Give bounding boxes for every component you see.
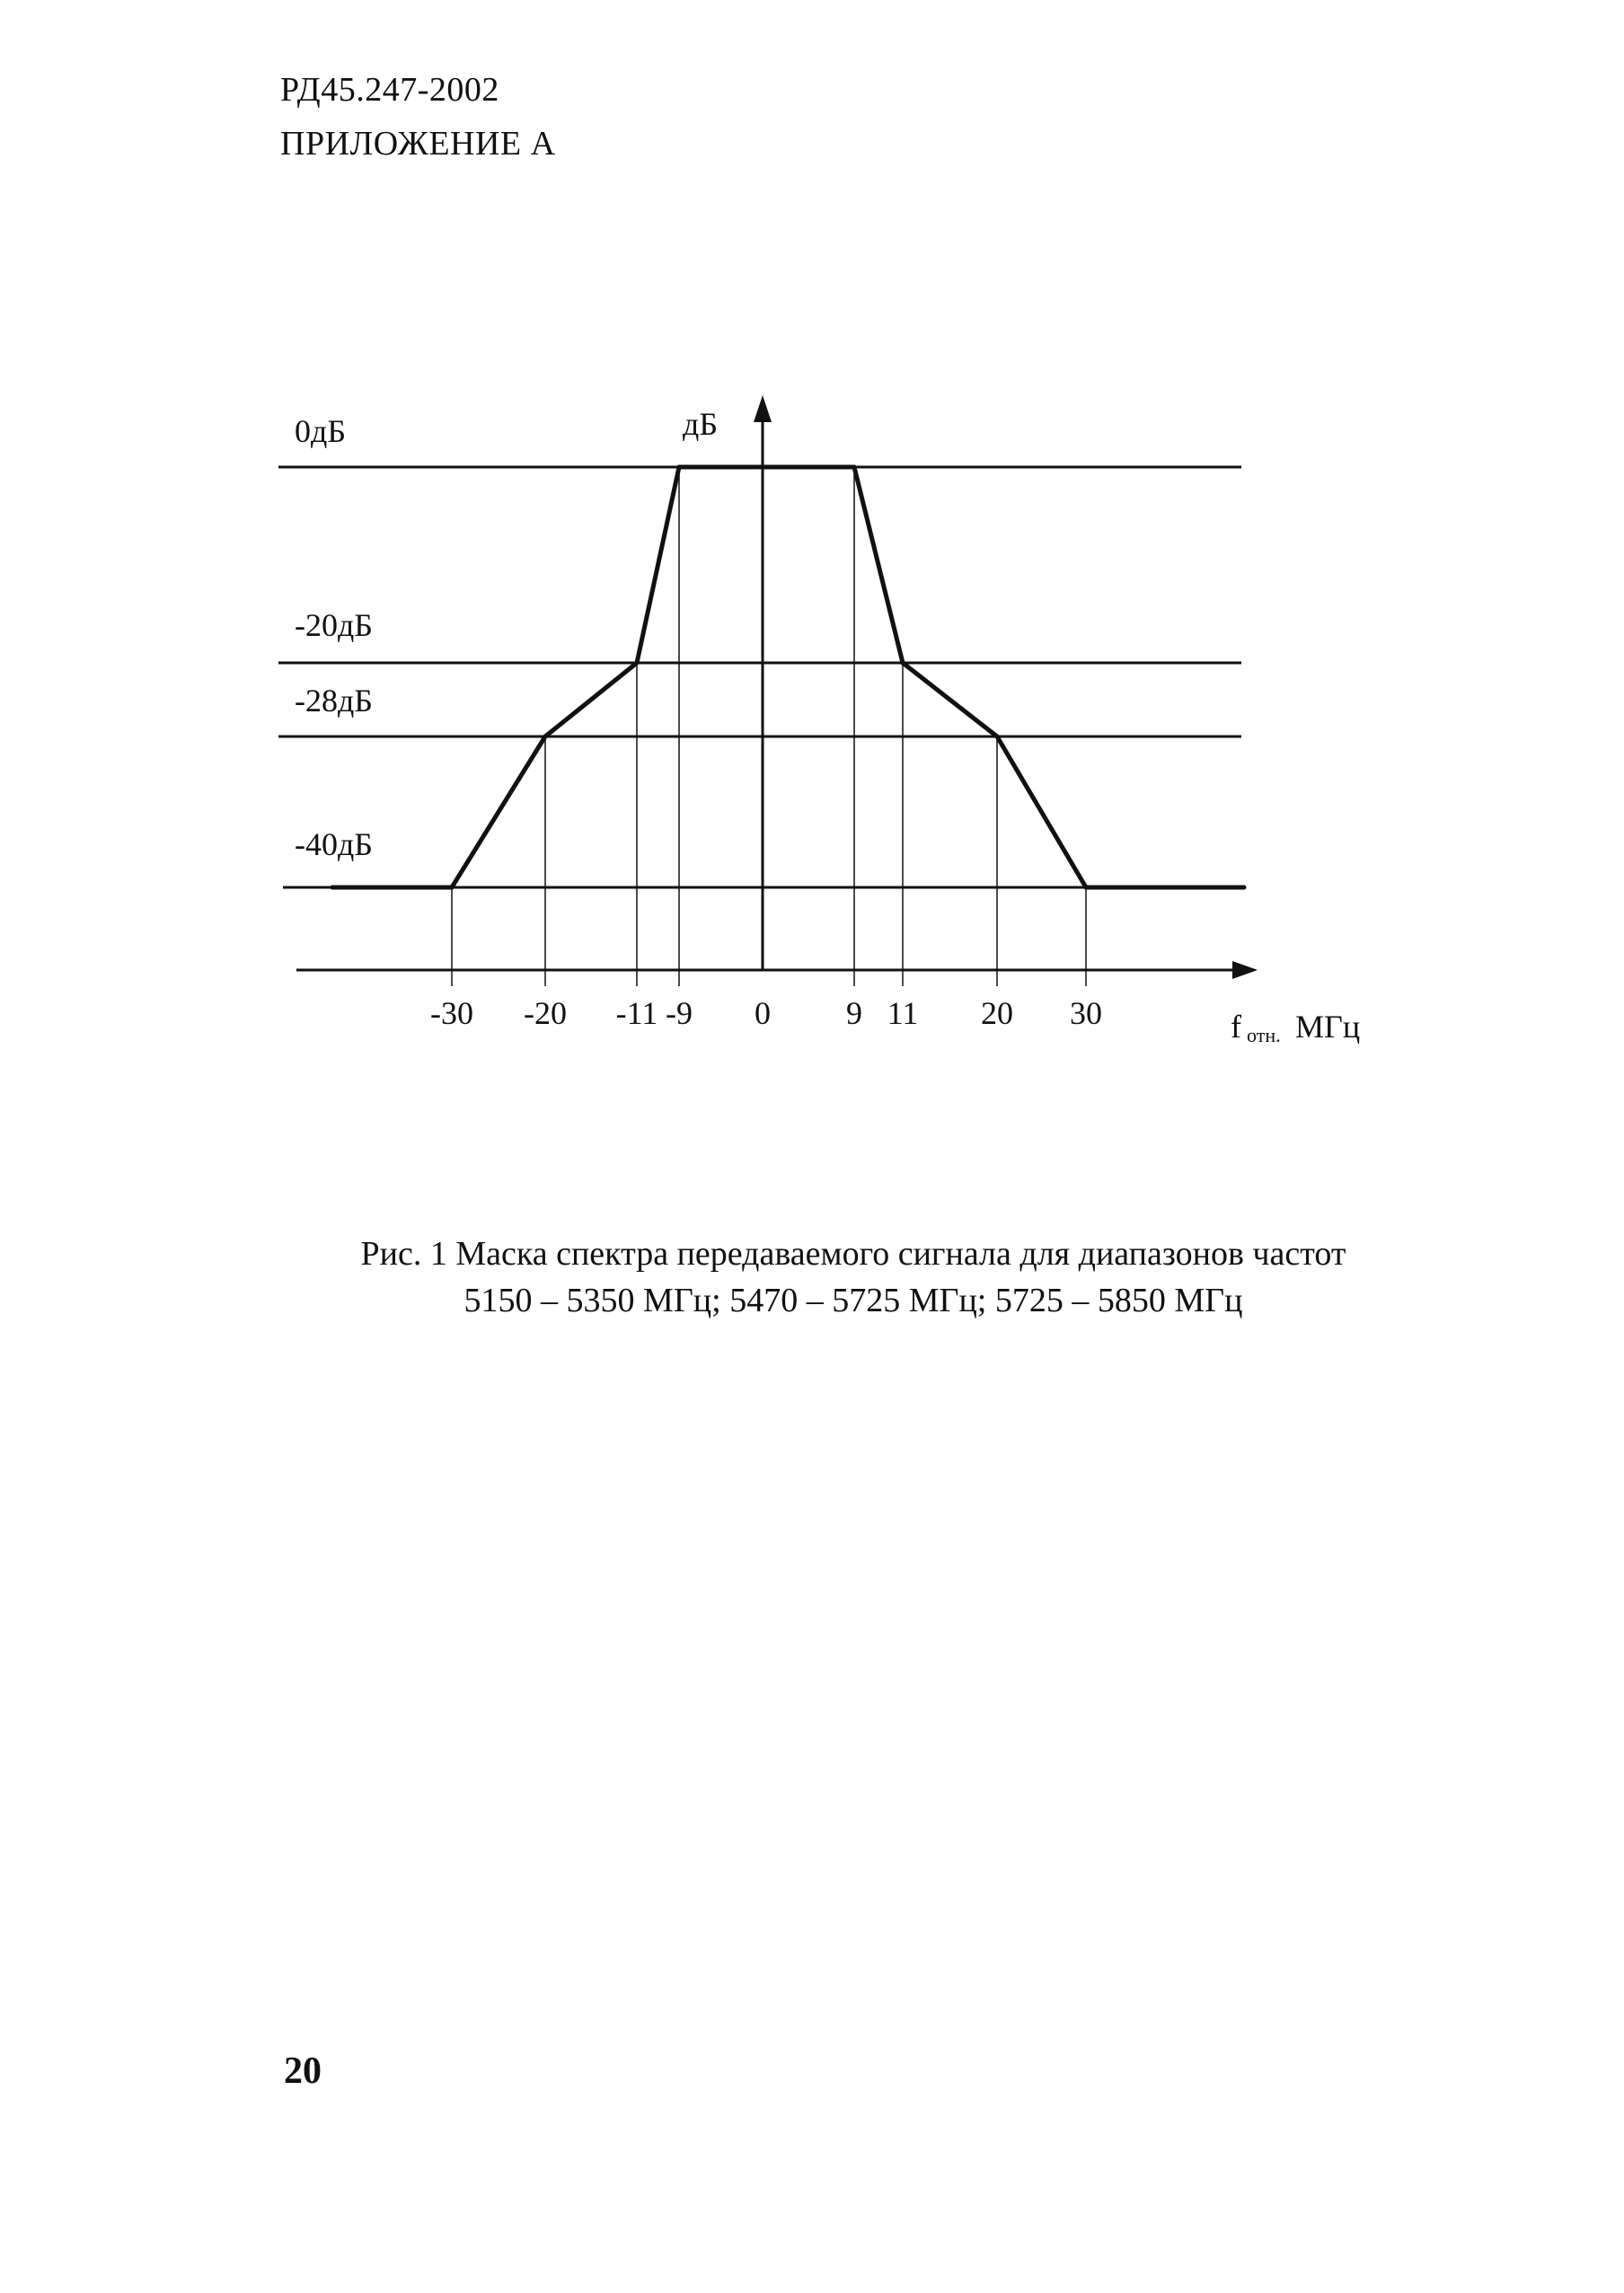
- x-tick-label: -30: [430, 995, 473, 1031]
- mask-point: [450, 886, 455, 890]
- x-tick-label: -11: [615, 995, 658, 1031]
- mask-point: [901, 661, 905, 666]
- x-tick-labels: [430, 995, 1102, 1031]
- x-tick-label: 0: [755, 995, 771, 1031]
- axes: [296, 395, 1258, 979]
- caption-line-1: Рис. 1 Маска спектра передаваемого сигнала для диапазонов частот: [360, 1235, 1346, 1273]
- mask-point: [543, 735, 548, 739]
- mask-point: [1084, 886, 1089, 890]
- level-lines: [278, 467, 1241, 887]
- x-tick-label: 30: [1070, 995, 1102, 1031]
- x-tick-label: -20: [524, 995, 567, 1031]
- spectrum-mask-chart: [0, 0, 1624, 1123]
- x-axis-arrow: [1232, 961, 1258, 979]
- x-axis-label-main: f: [1231, 1009, 1241, 1045]
- y-axis-arrow: [754, 395, 772, 422]
- level-label-40: -40дБ: [295, 826, 373, 862]
- page-number: 20: [284, 2050, 322, 2092]
- chart-labels: [295, 406, 1360, 1046]
- x-axis-label-unit: МГц: [1295, 1009, 1361, 1045]
- x-tick-label: 11: [887, 995, 919, 1031]
- mask-point: [635, 661, 640, 666]
- x-axis-label-sub: отн.: [1247, 1024, 1281, 1046]
- level-label-28: -28дБ: [295, 683, 373, 719]
- figure-caption: [269, 1230, 1437, 1324]
- mask-point: [852, 465, 857, 470]
- spectrum-mask-line: [332, 467, 1244, 887]
- mask-point: [331, 886, 335, 890]
- mask-point: [677, 465, 682, 470]
- level-label-0: 0дБ: [295, 413, 346, 449]
- appendix-title: ПРИЛОЖЕНИЕ А: [280, 125, 556, 163]
- caption-line-2: 5150 – 5350 МГц; 5470 – 5725 МГц; 5725 – 5850 МГц: [463, 1282, 1243, 1319]
- document-code: РД45.247-2002: [280, 71, 499, 109]
- mask-series: [331, 465, 1247, 890]
- x-tick-label: -9: [666, 995, 693, 1031]
- tick-guides: [452, 467, 1086, 986]
- y-axis-label: дБ: [683, 406, 718, 442]
- x-tick-label: 20: [981, 995, 1013, 1031]
- level-label-20: -20дБ: [295, 607, 373, 643]
- mask-point: [1242, 886, 1247, 890]
- mask-point: [995, 735, 1000, 739]
- x-tick-label: 9: [846, 995, 862, 1031]
